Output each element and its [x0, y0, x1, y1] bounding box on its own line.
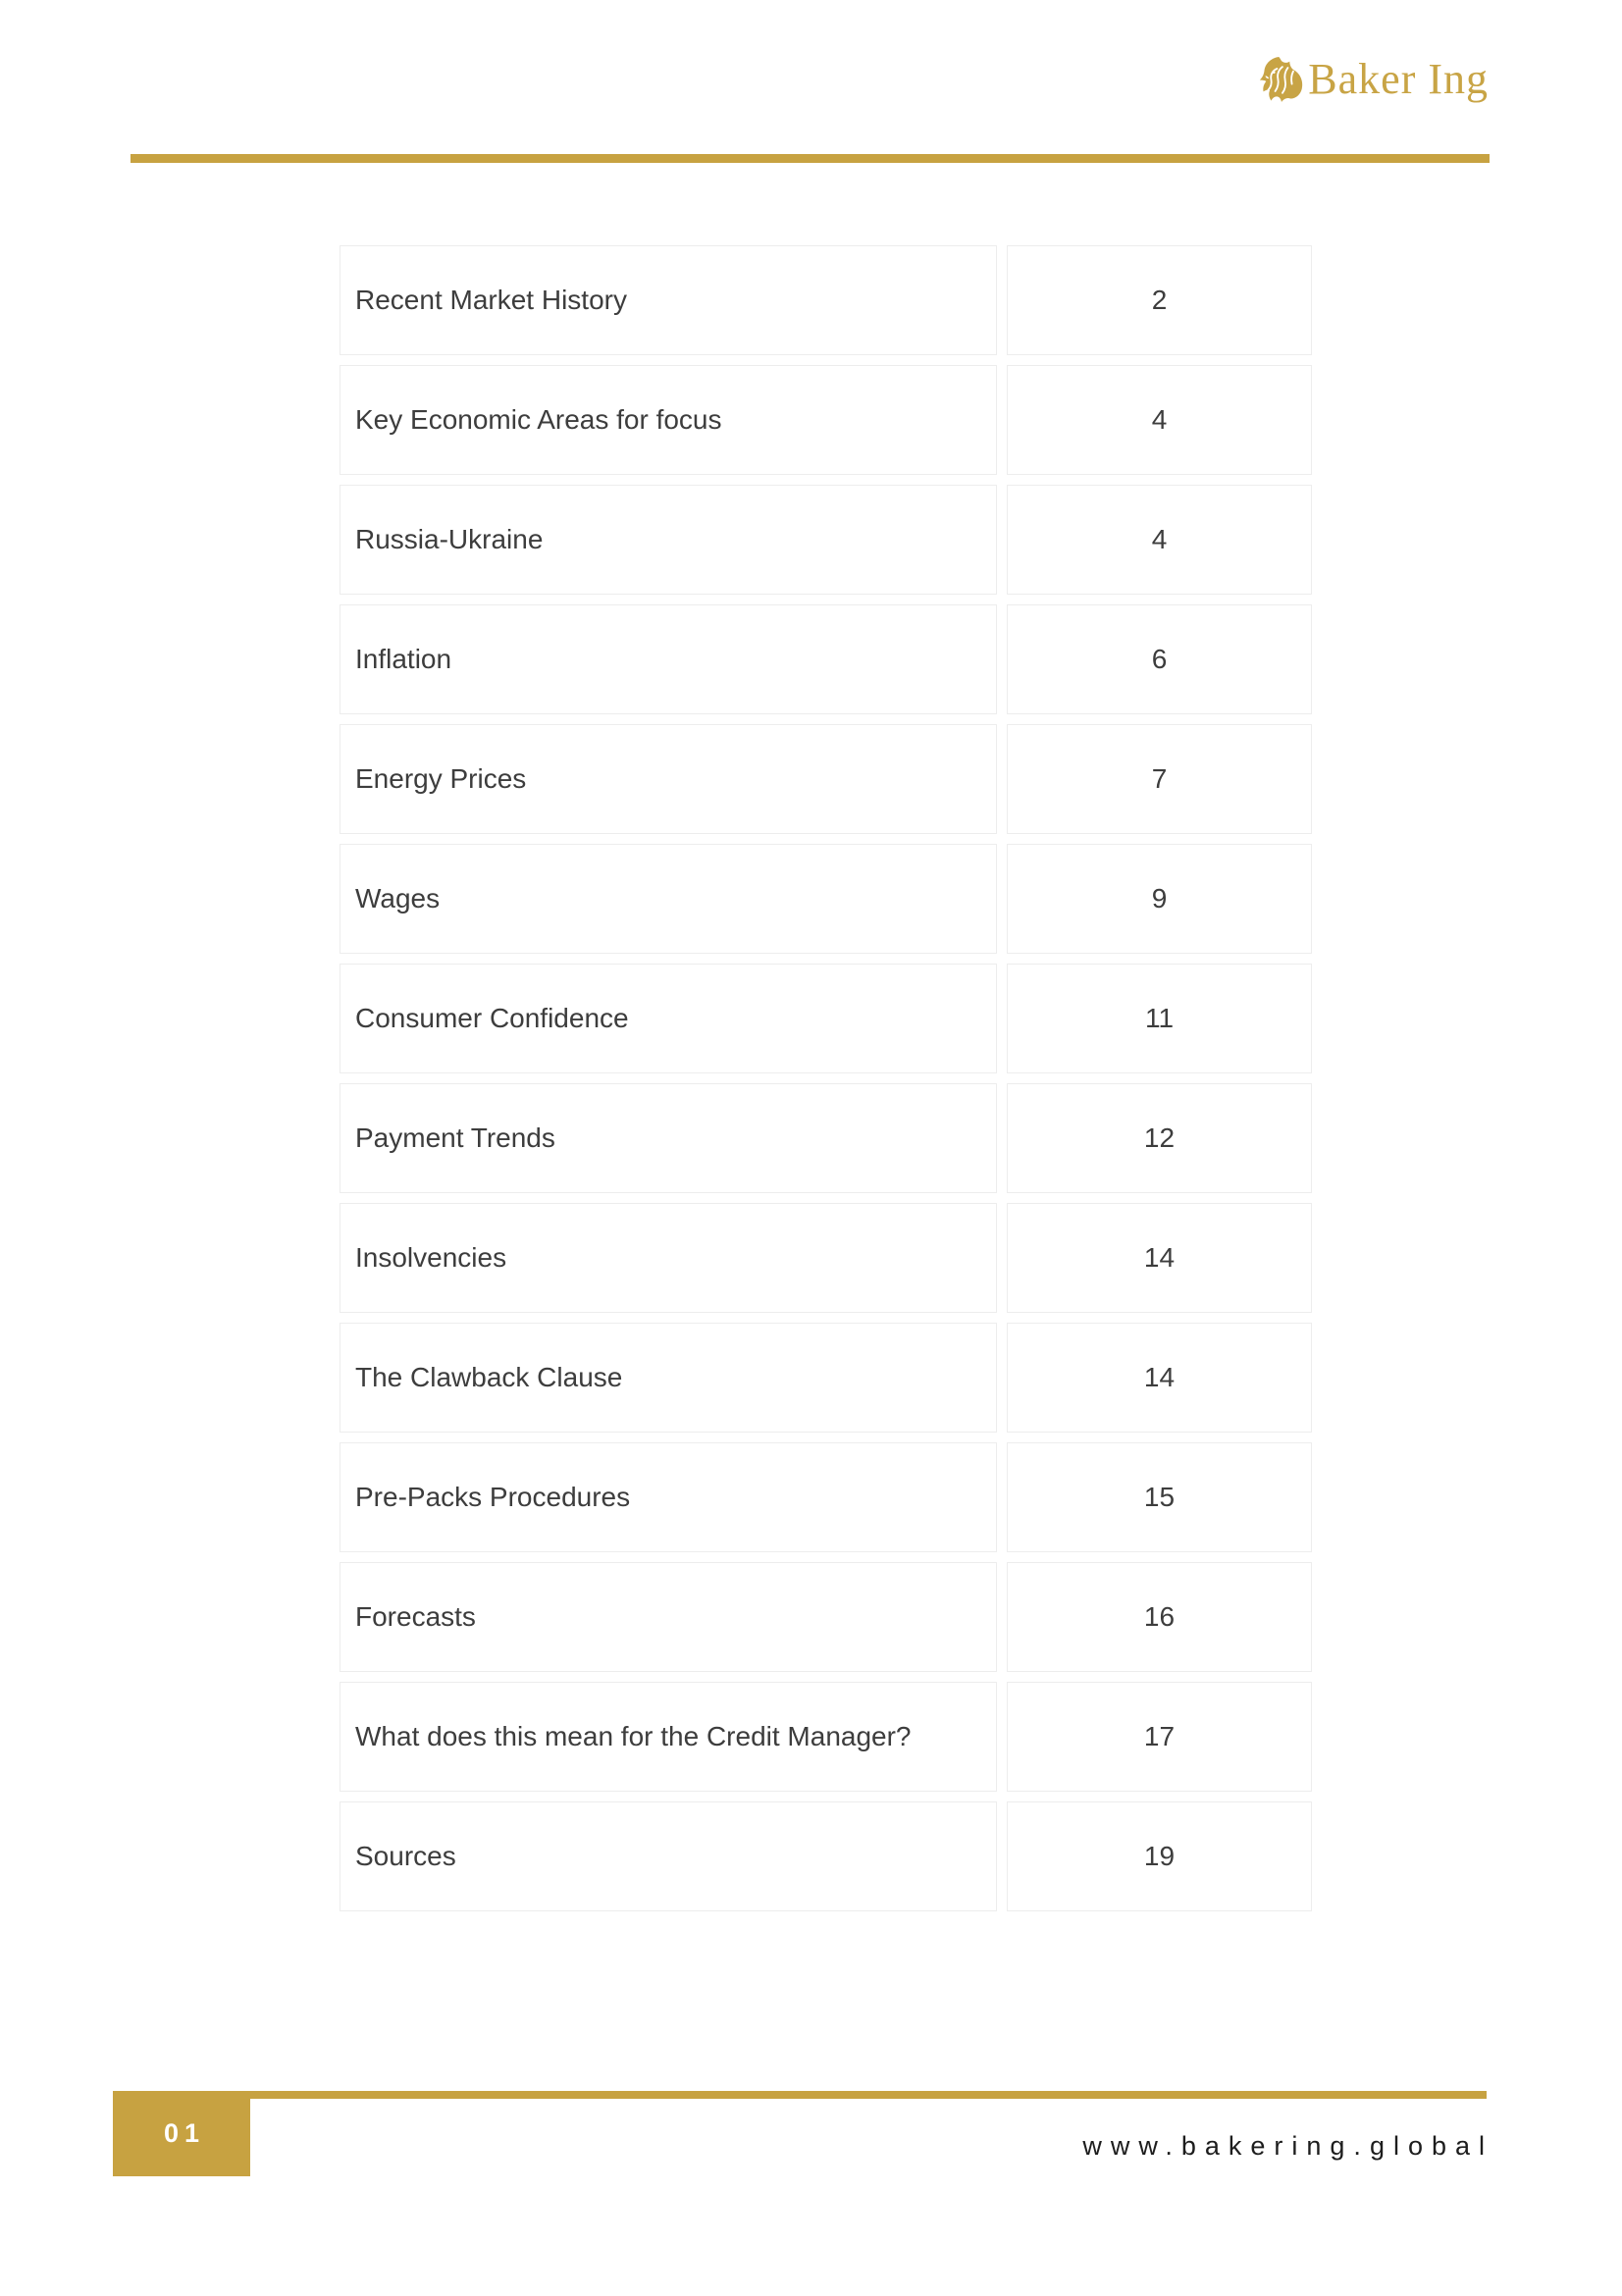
toc-row[interactable] [340, 1801, 1312, 1911]
toc-entry-page: 2 [1007, 245, 1312, 355]
toc-row[interactable] [340, 1562, 1312, 1672]
toc-row[interactable] [340, 724, 1312, 834]
toc-entry-page: 19 [1007, 1801, 1312, 1911]
toc-entry-page: 15 [1007, 1442, 1312, 1552]
toc-entry-label: Pre-Packs Procedures [340, 1442, 997, 1552]
toc-entry-page: 9 [1007, 844, 1312, 954]
toc-row[interactable] [340, 844, 1312, 954]
page-number-badge [113, 2091, 250, 2176]
toc-entry-label: Insolvencies [340, 1203, 997, 1313]
toc-row[interactable] [340, 1323, 1312, 1433]
toc-entry-page: 11 [1007, 964, 1312, 1073]
toc-entry-label: The Clawback Clause [340, 1323, 997, 1433]
toc-entry-page: 16 [1007, 1562, 1312, 1672]
page-number: 01 [163, 2118, 206, 2148]
toc-entry-label: Key Economic Areas for focus [340, 365, 997, 475]
toc-entry-label: Consumer Confidence [340, 964, 997, 1073]
footer-divider [250, 2091, 1487, 2099]
toc-row[interactable] [340, 964, 1312, 1073]
toc-entry-page: 4 [1007, 485, 1312, 595]
toc-entry-label: Inflation [340, 604, 997, 714]
toc-entry-page: 4 [1007, 365, 1312, 475]
toc-row[interactable] [340, 365, 1312, 475]
lion-icon [1259, 55, 1304, 104]
toc-entry-page: 14 [1007, 1323, 1312, 1433]
toc-entry-label: Russia-Ukraine [340, 485, 997, 595]
toc-entry-page: 6 [1007, 604, 1312, 714]
toc-row[interactable] [340, 1682, 1312, 1792]
toc-entry-label: Wages [340, 844, 997, 954]
toc-entry-page: 12 [1007, 1083, 1312, 1193]
toc-entry-label: Energy Prices [340, 724, 997, 834]
toc-entry-page: 17 [1007, 1682, 1312, 1792]
toc-row[interactable] [340, 1083, 1312, 1193]
toc-table [330, 235, 1322, 1921]
toc-row[interactable] [340, 604, 1312, 714]
toc-row[interactable] [340, 245, 1312, 355]
toc-entry-label: What does this mean for the Credit Manager? [340, 1682, 997, 1792]
toc-entry-label: Forecasts [340, 1562, 997, 1672]
website-link[interactable]: www.bakering.global [1082, 2131, 1493, 2161]
toc-row[interactable] [340, 485, 1312, 595]
toc-entry-label: Sources [340, 1801, 997, 1911]
brand-logo [1259, 55, 1489, 104]
toc-row[interactable] [340, 1203, 1312, 1313]
toc-entry-label: Payment Trends [340, 1083, 997, 1193]
toc-entry-label: Recent Market History [340, 245, 997, 355]
toc-entry-page: 7 [1007, 724, 1312, 834]
header-divider [131, 154, 1490, 163]
toc-entry-page: 14 [1007, 1203, 1312, 1313]
brand-name: Baker Ing [1308, 55, 1489, 103]
toc-row[interactable] [340, 1442, 1312, 1552]
